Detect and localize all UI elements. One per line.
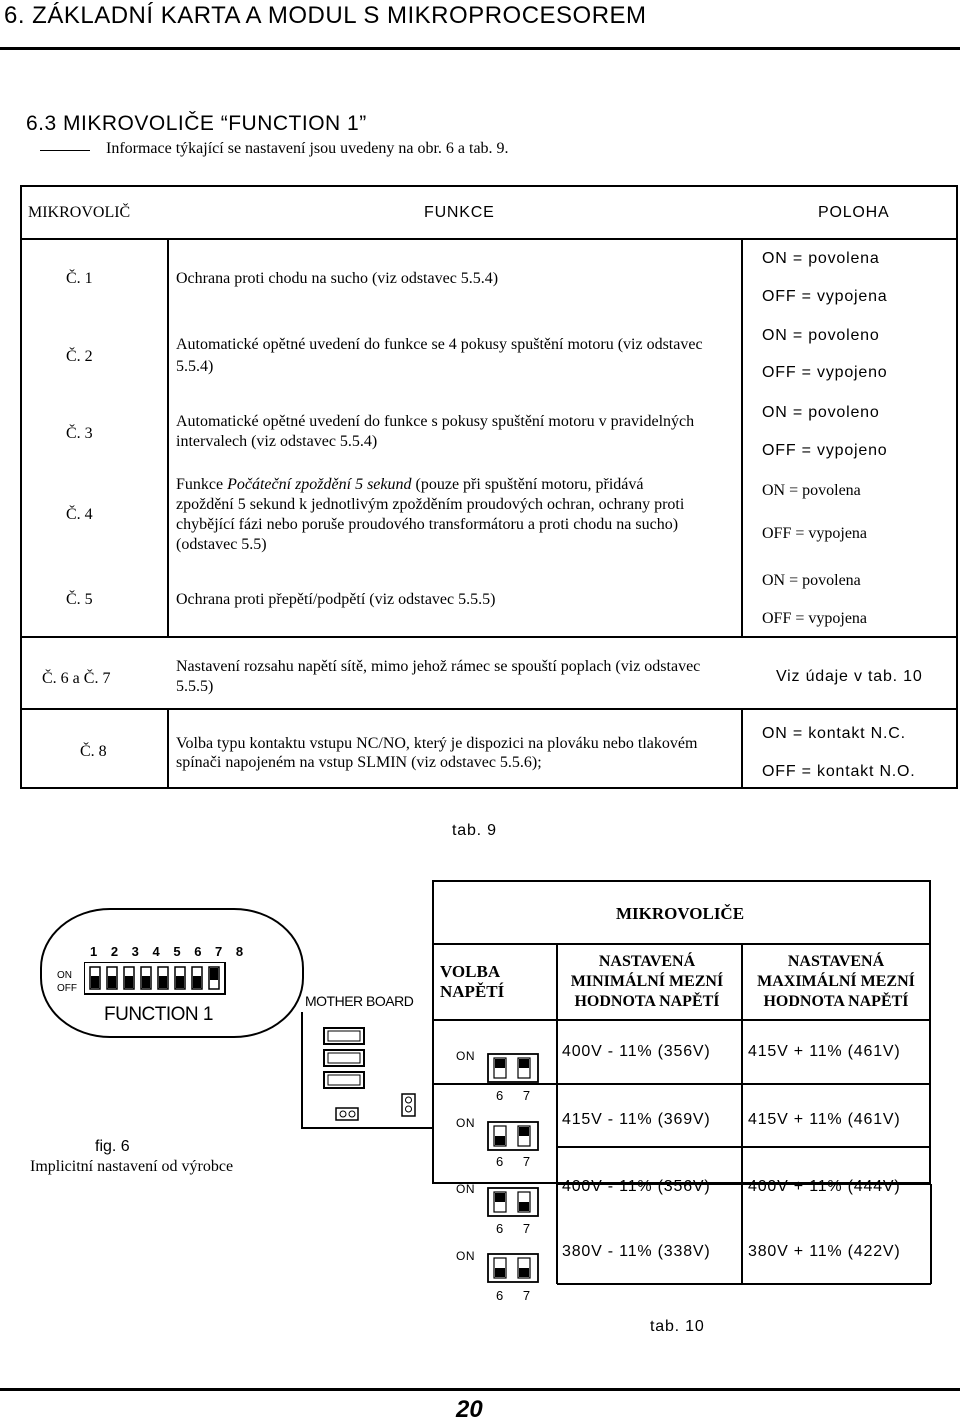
function-italic: Počáteční zpoždění 5 sekund	[227, 476, 412, 493]
row-function: Automatické opětné uvedení do funkce se 4 pokusy spuštění motoru (viz odstavec	[176, 336, 703, 353]
max-value: 400V + 11% (444V)	[748, 1178, 901, 1195]
figure-caption: Implicitní nastavení od výrobce	[30, 1158, 234, 1175]
row-switch: Č. 6 a Č. 7	[42, 670, 111, 687]
on-label: ON	[57, 970, 72, 981]
footer-rule	[0, 1388, 960, 1391]
col-divider	[167, 708, 169, 789]
row-switch: Č. 3	[66, 425, 93, 442]
min-value: 380V - 11% (338V)	[562, 1243, 711, 1260]
row-function: 5.5.5)	[176, 678, 214, 695]
tab10-header-volba: VOLBA NAPĚTÍ	[440, 962, 505, 1001]
on-label: ON	[456, 1049, 475, 1063]
row-function: chybějící fázi nebo poruše proudového transformátoru a proti chodu na sucho)	[176, 516, 679, 533]
tab9-caption: tab. 9	[452, 822, 497, 839]
header-rule	[0, 47, 960, 50]
max-value: 415V + 11% (461V)	[748, 1111, 901, 1128]
max-value: 380V + 11% (422V)	[748, 1243, 901, 1260]
header-switch: MIKROVOLIČ	[28, 204, 131, 221]
row-function: Automatické opětné uvedení do funkce s pokusy spuštění motoru v pravidelných	[176, 413, 695, 430]
intro-text: Informace týkající se nastavení jsou uvedeny na obr. 6 a tab. 9.	[106, 140, 509, 157]
row-function: 5.5.4)	[176, 358, 214, 375]
row-switch: Č. 5	[66, 591, 93, 608]
min-value: 400V - 11% (356V)	[562, 1043, 711, 1060]
switch-digits: 6 7	[496, 1154, 539, 1169]
switch-digits: 6 7	[496, 1288, 539, 1303]
row-off: OFF = vypojena	[762, 525, 868, 542]
row-switch: Č. 1	[66, 270, 93, 287]
switch-digits: 6 7	[496, 1221, 539, 1236]
switch-digits: 6 7	[496, 1088, 539, 1103]
header-position: POLOHA	[818, 204, 890, 221]
row-function: zpoždění 5 sekund k jednotlivým zpožděním proudových ochran, ochrany proti	[176, 496, 685, 513]
row-switch: Č. 8	[80, 743, 107, 760]
board-label: MOTHER BOARD	[305, 993, 414, 1009]
tab10-caption: tab. 10	[650, 1318, 705, 1335]
row-on: ON = kontakt N.C.	[762, 725, 906, 742]
switch-numbers: 1 2 3 4 5 6 7 8	[90, 944, 249, 959]
row-off: OFF = vypojena	[762, 610, 868, 627]
intro-dash	[40, 150, 90, 151]
col-divider	[741, 238, 743, 636]
function-label: FUNCTION 1	[104, 1004, 213, 1025]
row-divider	[22, 636, 956, 638]
tab10-title: MIKROVOLIČE	[615, 904, 745, 923]
row-on: ON = povoleno	[762, 404, 880, 421]
row-on: ON = povolena	[762, 482, 861, 499]
row-position: Viz údaje v tab. 10	[776, 668, 923, 685]
row-switch: Č. 2	[66, 348, 93, 365]
row-off: OFF = vypojeno	[762, 442, 888, 459]
tab10-header-min: NASTAVENÁ MINIMÁLNÍ MEZNÍ HODNOTA NAPĚTÍ	[570, 953, 724, 1010]
header-function: FUNKCE	[424, 204, 495, 221]
function-pre: Funkce	[176, 476, 228, 493]
table-header-divider	[22, 238, 956, 240]
row-on: ON = povolena	[762, 250, 880, 267]
on-label: ON	[456, 1116, 475, 1130]
col-divider	[741, 708, 743, 789]
function-rest: (pouze při spuštění motoru, přidává	[411, 476, 644, 493]
tab10-switch-icons	[450, 1040, 550, 1306]
tab10-header-max: NASTAVENÁ MAXIMÁLNÍ MEZNÍ HODNOTA NAPĚTÍ	[757, 953, 915, 1010]
row-on: ON = povolena	[762, 572, 861, 589]
row-switch: Č. 4	[66, 506, 93, 523]
row-function: (odstavec 5.5)	[176, 536, 267, 553]
row-function: Volba typu kontaktu vstupu NC/NO, který je dispozici na plováku nebo tlakovém	[176, 735, 698, 752]
figure-number: fig. 6	[95, 1138, 130, 1155]
table-9	[20, 185, 958, 789]
row-function: Ochrana proti přepětí/podpětí (viz odstavec 5.5.5)	[176, 591, 496, 608]
row-function	[176, 475, 643, 494]
page-number: 20	[456, 1396, 483, 1423]
off-label: OFF	[57, 983, 77, 994]
min-value: 400V - 11% (356V)	[562, 1178, 711, 1195]
row-off: OFF = vypojeno	[762, 364, 888, 381]
dip-switch-array	[84, 962, 226, 996]
chapter-title: 6. ZÁKLADNÍ KARTA A MODUL S MIKROPROCESOREM	[4, 2, 647, 29]
row-function: spínači napojeném na vstup SLMIN (viz odstavec 5.5.6);	[176, 754, 542, 771]
on-label: ON	[456, 1182, 475, 1196]
row-function: Ochrana proti chodu na sucho (viz odstavec 5.5.4)	[176, 270, 499, 287]
on-label: ON	[456, 1249, 475, 1263]
max-value: 415V + 11% (461V)	[748, 1043, 901, 1060]
row-function: intervalech (viz odstavec 5.5.4)	[176, 433, 378, 450]
mother-board-drawing	[300, 1012, 434, 1130]
row-function: Nastavení rozsahu napětí sítě, mimo jehož rámec se spouští poplach (viz odstavec	[176, 658, 701, 675]
col-divider	[167, 238, 169, 636]
row-divider	[22, 708, 956, 710]
min-value: 415V - 11% (369V)	[562, 1111, 711, 1128]
row-off: OFF = vypojena	[762, 288, 888, 305]
section-title: 6.3 MIKROVOLIČE “FUNCTION 1”	[26, 112, 367, 135]
row-on: ON = povoleno	[762, 327, 880, 344]
row-off: OFF = kontakt N.O.	[762, 763, 916, 780]
